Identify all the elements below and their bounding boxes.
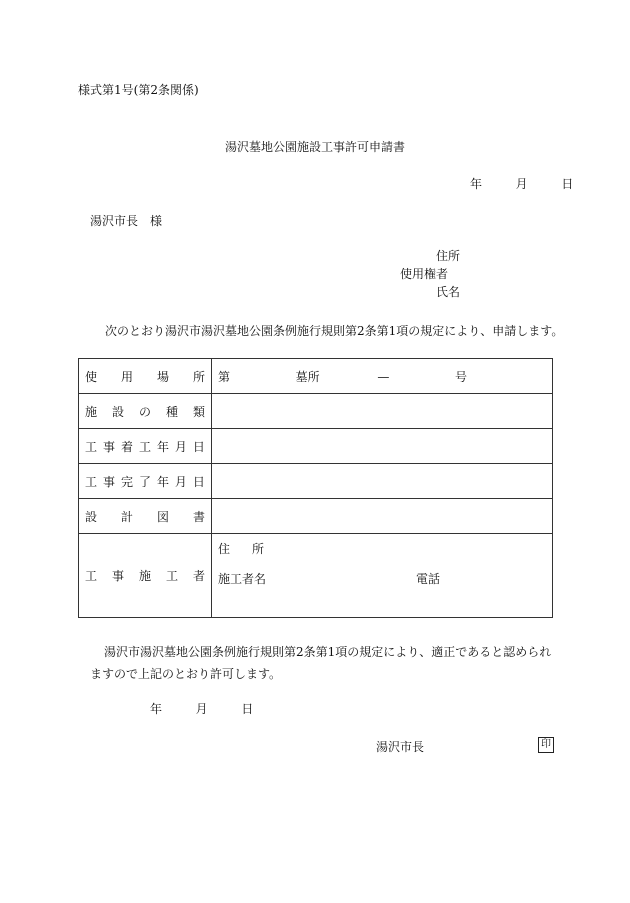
- page-title: 湯沢墓地公園施設工事許可申請書: [224, 140, 405, 154]
- approval-date: [150, 700, 253, 717]
- table-row: [79, 499, 553, 534]
- row-label-contractor: 工 事 施 工 者: [85, 569, 205, 583]
- addressee: 湯沢市長 様: [90, 214, 163, 228]
- applicant-block: [380, 247, 460, 301]
- application-date: [470, 175, 573, 192]
- table-row: [79, 394, 553, 429]
- table-row: [79, 464, 553, 499]
- application-table: [78, 358, 553, 618]
- row-label-location: 使 用 場 所: [85, 369, 205, 384]
- date-day: 日: [561, 177, 574, 191]
- contractor-address-label: 住 所: [218, 542, 265, 556]
- contractor-value[interactable]: [212, 534, 553, 618]
- table-row: [79, 429, 553, 464]
- form-number: 様式第1号(第2条関係): [78, 83, 199, 97]
- seal-mark: 印: [538, 737, 554, 753]
- table-row: [79, 359, 553, 394]
- row-label-design-drawings: 設 計 図 書: [85, 509, 205, 524]
- facility-type-value[interactable]: [212, 394, 553, 429]
- design-drawings-value[interactable]: [212, 499, 553, 534]
- date-month: 月: [195, 702, 208, 716]
- location-value[interactable]: 第 墓所 — 号: [212, 359, 553, 394]
- row-label-start-date: 工 事 着 工 年 月 日: [85, 439, 205, 454]
- contractor-name-line: [218, 570, 546, 588]
- table-row: [79, 534, 553, 618]
- applicant-holder-label: 使用権者: [399, 267, 448, 281]
- date-month: 月: [515, 177, 528, 191]
- date-year: 年: [150, 702, 163, 716]
- date-day: 日: [241, 702, 254, 716]
- row-label-facility-type: 施 設 の 種 類: [85, 404, 205, 419]
- issuer-title: 湯沢市長: [376, 740, 425, 754]
- start-date-value[interactable]: [212, 429, 553, 464]
- applicant-name-label: 氏名: [435, 285, 460, 299]
- contractor-name-label: 施工者名: [218, 572, 267, 586]
- approval-text: 湯沢市湯沢墓地公園条例施行規則第2条第1項の規定により、適正であると認められますので上記のとおり許可します。: [90, 645, 552, 681]
- completion-date-value[interactable]: [212, 464, 553, 499]
- row-label-completion-date: 工 事 完 了 年 月 日: [85, 474, 205, 489]
- date-year: 年: [470, 177, 483, 191]
- applicant-address-label: 住所: [435, 249, 460, 263]
- contractor-phone-label: 電話: [416, 572, 441, 586]
- intro-text: 次のとおり湯沢市湯沢墓地公園条例施行規則第2条第1項の規定により、申請します。: [105, 324, 564, 338]
